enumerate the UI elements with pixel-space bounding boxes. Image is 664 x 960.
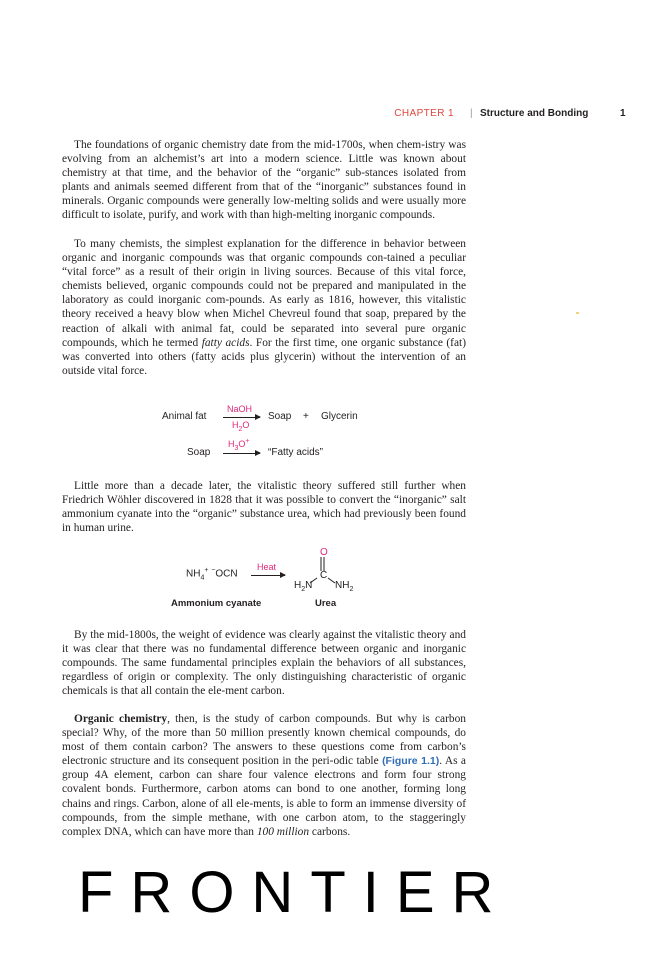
p2-start: To many chemists, the simplest explanation for the difference in behavior between organic and inorganic compounds was that organic compounds con-tained a peculiar “vital force” as a result of their origin in living sources. Because of this vital force, chemists believed, organic compounds could not be prepared and manipulated in the laboratory as could inorganic com-pounds. As early as 1816, however, this vitalistic theory received a heavy blow when Michel Chevreul found that soap, prepared by the reaction of alkali with animal fat, could be separated into several pure organic compounds, which he termed: [62, 238, 466, 349]
urea-oxygen: O: [320, 547, 328, 558]
reaction-arrow: [223, 417, 260, 418]
paragraph-text: [62, 712, 466, 839]
urea-left-amine: $H_2N$: [294, 580, 313, 593]
reactant-ammonium-cyanate: $NH_4^+$ −OCN: [186, 567, 238, 582]
reaction-arrow: [251, 575, 285, 576]
paragraph-1: [62, 138, 466, 223]
reactant-animal-fat: Animal fat: [162, 411, 207, 422]
paragraph-4: [62, 628, 466, 698]
term-organic-chemistry: Organic chemistry: [74, 713, 168, 725]
page-number: 1: [620, 108, 626, 119]
paragraph-5: [62, 712, 466, 839]
reagent-water: $H_2O$: [232, 420, 250, 433]
p5-part-b: . As a group 4A element, carbon can share four valence electrons and form four strong covalent bonds. Furthermore, carbon atoms can bond to one another, forming long chains and rings. Carbon, alone of all ele-ments, is able to form an immense diversity of compounds, from the simple methane, with one carbon atom, to the staggeringly complex DNA, which can have more than: [62, 755, 466, 838]
reactant-soap: Soap: [187, 447, 211, 458]
term-fatty-acids: fatty acids: [201, 336, 250, 349]
paragraph-text: The foundations of organic chemistry date from the mid-1700s, when chem-istry was evolving from an alchemist’s art into a modern science. Little was known about chemistry at that time, and the behavior of the “organic” sub-stances isolated from plants and animals seemed different from that of the “inorganic” substances found in minerals. Organic compounds were generally low-melting solids and were usually more difficult to isolate, purify, and work with than high-melting inorganic compounds.: [62, 139, 466, 222]
paragraph-text: By the mid-1800s, the weight of evidence was clearly against the vitalistic theory and it was clear that there was no fundamental difference between organic and inorganic compounds. The same fundamental principles explain the behaviors of all substances, regardless of origin or complexity. The only distinguishing characteristic of organic chemicals is that all contain the ele-ment carbon.: [62, 629, 466, 698]
label-ammonium-cyanate: Ammonium cyanate: [171, 598, 262, 609]
product-glycerin: Glycerin: [321, 411, 358, 422]
paragraph-3: [62, 479, 466, 535]
reaction-arrow: [223, 453, 260, 454]
reagent-heat: Heat: [257, 562, 277, 572]
p5-part-a: , then, is the study of carbon compounds. But why is carbon special? Why, of the more than 50 million presently known chemical compounds, do most of them contain carbon? The answers to these questions come from carbon’s electronic structure and its consequent position in the peri-odic table: [62, 713, 466, 768]
urea-right-amine: $NH_2$: [335, 580, 354, 593]
label-urea: Urea: [315, 598, 337, 609]
reagent-naoh: NaOH: [227, 404, 253, 414]
product-soap: Soap: [268, 411, 292, 422]
frontier-logo: FRONTIER: [78, 860, 511, 925]
paragraph-text: Little more than a decade later, the vitalistic theory suffered still further when Friedrich Wöhler discovered in 1828 that it was possible to convert the “inorganic” salt ammonium cyanate into the “organic” substance urea, which had previously been found in human urine.: [62, 480, 466, 535]
chapter-label: CHAPTER 1: [394, 108, 454, 119]
figure-link[interactable]: (Figure 1.1): [382, 755, 440, 768]
paragraph-text: [62, 237, 466, 378]
paragraph-2: [62, 237, 466, 378]
term-100-million: 100 million: [256, 825, 310, 838]
scan-speck: [576, 312, 579, 314]
p5-part-c: carbons.: [309, 825, 351, 838]
p2-end: . For the first time, one organic substance (fat) was converted into others (fatty acids plus glycerin) without the intervention of an outside vital force.: [62, 336, 466, 377]
header-separator: |: [470, 108, 473, 119]
product-fatty-acids: “Fatty acids”: [268, 447, 324, 458]
reagent-hydronium: $H_3O^+$: [228, 438, 250, 452]
chapter-title: Structure and Bonding: [480, 108, 589, 119]
urea-carbon: C: [320, 570, 328, 581]
plus-sign: +: [303, 411, 309, 422]
